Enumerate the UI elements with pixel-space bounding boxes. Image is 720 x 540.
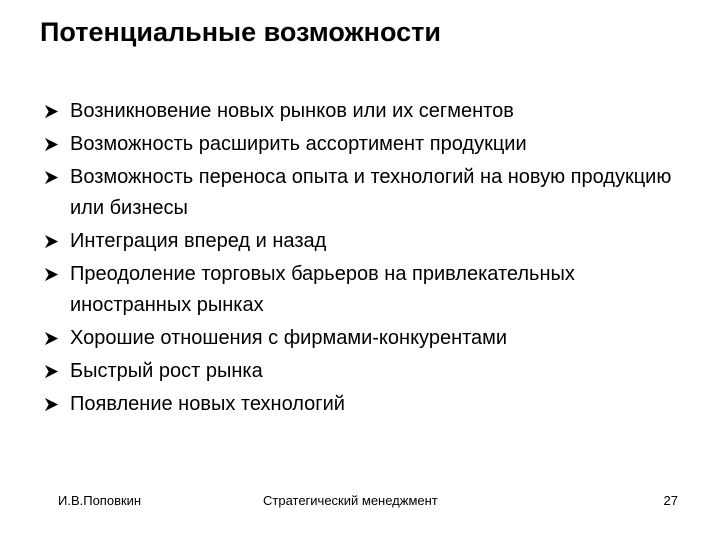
bullet-text: Возникновение новых рынков или их сегментов bbox=[70, 100, 514, 122]
arrow-bullet-icon bbox=[44, 170, 59, 185]
list-item bbox=[44, 259, 684, 321]
arrow-bullet-icon bbox=[44, 364, 59, 379]
bullet-text: Появление новых технологий bbox=[70, 393, 345, 415]
list-item bbox=[44, 226, 684, 257]
arrow-bullet-icon bbox=[44, 137, 59, 152]
bullet-text: Преодоление торговых барьеров на привлекательных иностранных рынках bbox=[70, 263, 575, 316]
bullet-list bbox=[44, 96, 684, 422]
list-item bbox=[44, 323, 684, 354]
bullet-text: Возможность переноса опыта и технологий на новую продукцию или бизнесы bbox=[70, 166, 672, 219]
list-item bbox=[44, 356, 684, 387]
bullet-text: Интеграция вперед и назад bbox=[70, 230, 327, 252]
list-item bbox=[44, 129, 684, 160]
arrow-bullet-icon bbox=[44, 267, 59, 282]
bullet-text: Хорошие отношения с фирмами-конкурентами bbox=[70, 327, 508, 349]
bullet-text: Быстрый рост рынка bbox=[70, 360, 263, 382]
arrow-bullet-icon bbox=[44, 234, 59, 249]
footer-author: И.В.Поповкин bbox=[58, 493, 142, 508]
arrow-bullet-icon bbox=[44, 104, 59, 119]
list-item bbox=[44, 389, 684, 420]
page-number: 27 bbox=[663, 493, 678, 508]
arrow-bullet-icon bbox=[44, 331, 59, 346]
arrow-bullet-icon bbox=[44, 397, 59, 412]
footer-course: Стратегический менеджмент bbox=[263, 493, 438, 508]
list-item bbox=[44, 162, 684, 224]
bullet-text: Возможность расширить ассортимент продукции bbox=[70, 133, 527, 155]
list-item bbox=[44, 96, 684, 127]
slide-title: Потенциальные возможности bbox=[40, 17, 441, 47]
